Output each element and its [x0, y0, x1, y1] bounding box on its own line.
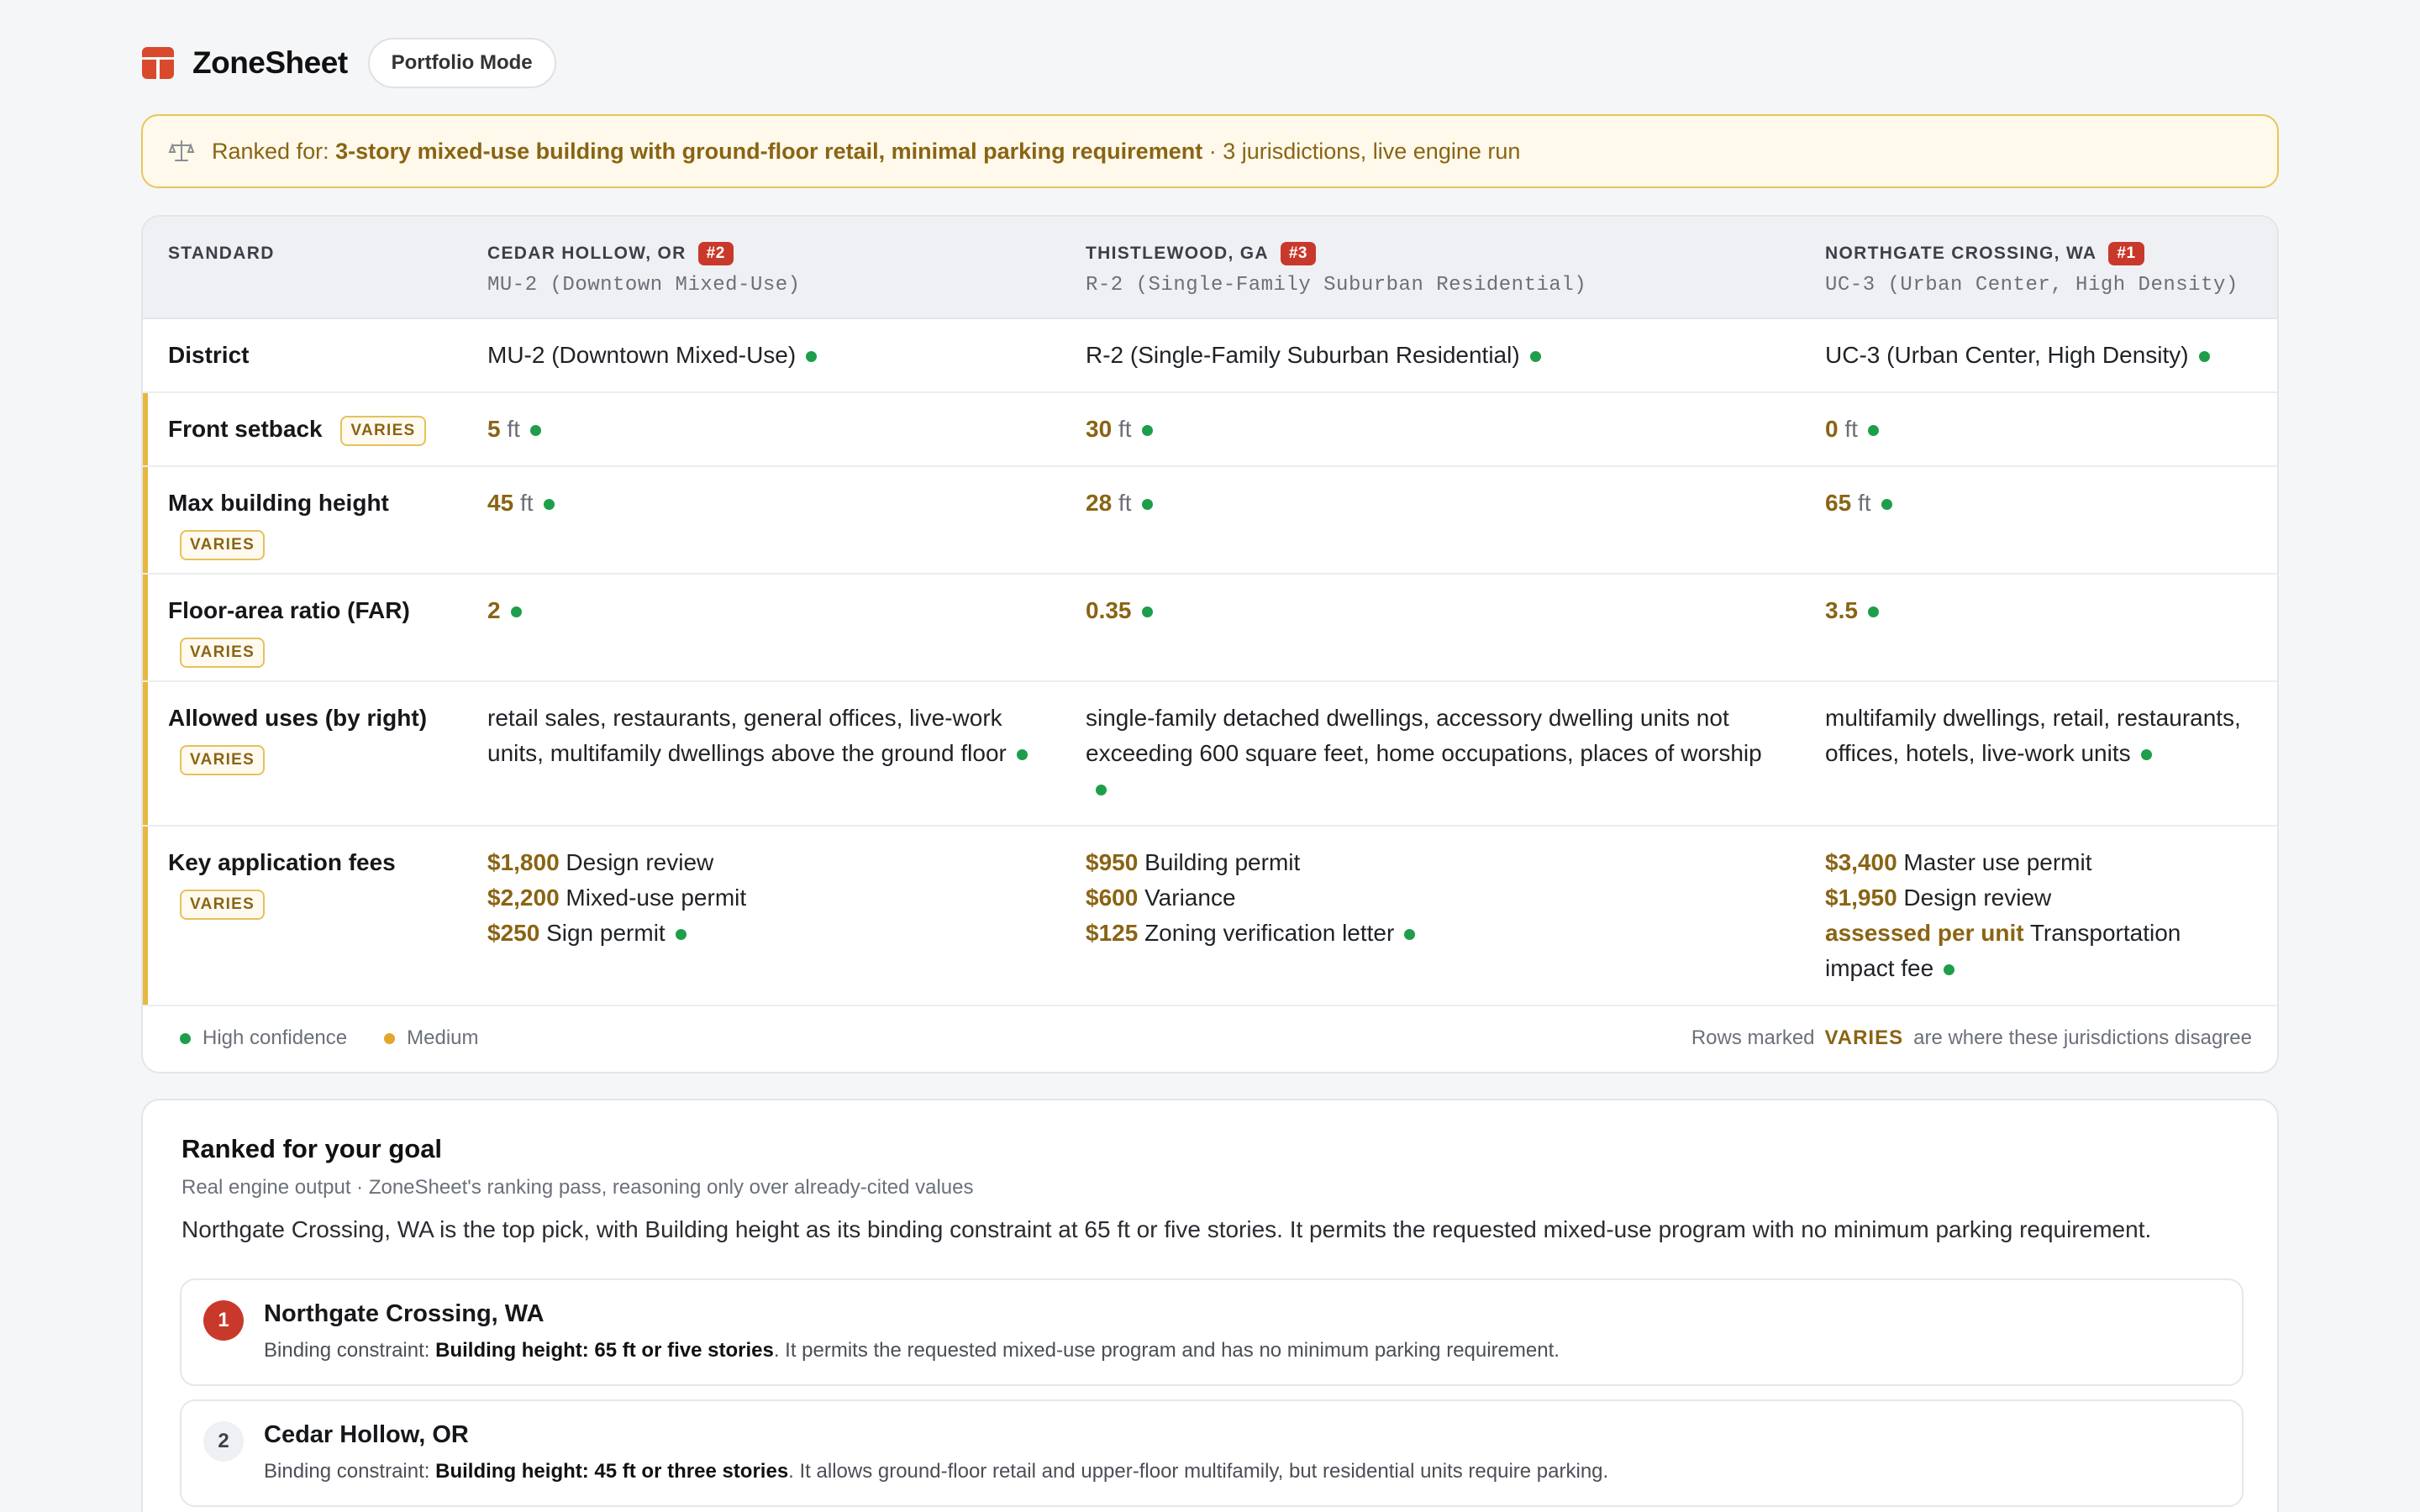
portfolio-mode-button[interactable]: Portfolio Mode — [368, 38, 556, 88]
table-cell: multifamily dwellings, retail, restaurants, offices, hotels, live-work units — [1825, 705, 2241, 766]
panel-subtitle: Real engine output · ZoneSheet's ranking pass, reasoning only over already-cited values — [182, 1176, 974, 1199]
rank-number: 2 — [203, 1421, 244, 1462]
confidence-dot — [1530, 351, 1541, 362]
column-header-northgate-crossing: NORTHGATE CROSSING, WA — [1825, 244, 2097, 263]
fee-line: assessed per unit Transportation impact fee — [1825, 920, 2181, 981]
binding-constraint: Binding constraint: Building height: 65 ft or five stories. It permits the requested mixed-use program and has no minimum parking requirement. — [264, 1339, 1560, 1362]
ranked-for-goal-panel — [141, 1099, 2279, 1512]
table-row-max-height — [143, 467, 2277, 575]
banner-goal: 3-story mixed-use building with ground-floor retail, minimal parking requirement — [335, 138, 1203, 164]
row-label: Floor-area ratio (FAR) — [168, 597, 410, 623]
fee-line: $600 Variance — [1086, 885, 1236, 911]
ranking-summary: Northgate Crossing, WA is the top pick, with Building height as its binding constraint at 65 ft or five stories. It permits the requested mixed-use program with no minimum parking requirement. — [182, 1216, 2152, 1242]
varies-badge: VARIES — [180, 890, 265, 920]
varies-badge: VARIES — [180, 638, 265, 668]
varies-badge: VARIES — [180, 745, 265, 775]
table-cell — [1825, 845, 2245, 986]
legend-high: High confidence — [180, 1026, 347, 1050]
confidence-dot — [1096, 785, 1107, 795]
table-row-district — [143, 319, 2277, 393]
jurisdiction-name: Northgate Crossing, WA — [264, 1300, 544, 1327]
confidence-dot — [1868, 425, 1879, 436]
table-header — [143, 217, 2277, 319]
row-label: Front setback — [168, 416, 323, 442]
table-cell: MU-2 (Downtown Mixed-Use) — [487, 338, 817, 373]
fee-line: $2,200 Mixed-use permit — [487, 885, 747, 911]
table-cell: retail sales, restaurants, general offices, live-work units, multifamily dwellings above the ground floor — [487, 701, 1034, 771]
confidence-dot — [1017, 749, 1028, 760]
table-row-allowed-uses — [143, 682, 2277, 827]
table-cell: 0.35 — [1086, 593, 1153, 628]
legend-medium: Medium — [384, 1026, 478, 1050]
confidence-dot — [544, 499, 555, 510]
rank-badge: #1 — [2108, 242, 2144, 265]
high-confidence-dot — [180, 1033, 191, 1044]
table-cell: 28 ft — [1086, 486, 1153, 521]
column-header-standard: STANDARD — [168, 244, 275, 263]
table-cell: 45 ft — [487, 486, 555, 521]
table-row-front-setback — [143, 393, 2277, 467]
confidence-dot — [511, 606, 522, 617]
banner-prefix: Ranked for: — [212, 138, 336, 164]
fee-line: $1,800 Design review — [487, 849, 714, 875]
table-cell: UC-3 (Urban Center, High Density) — [1825, 338, 2210, 373]
table-cell — [1086, 845, 1775, 951]
varies-note: Rows marked VARIES are where these jurisdictions disagree — [1691, 1026, 2252, 1049]
ranked-item[interactable] — [180, 1399, 2244, 1507]
medium-confidence-dot — [384, 1033, 395, 1044]
row-label: Allowed uses (by right) — [168, 705, 428, 731]
panel-title: Ranked for your goal — [182, 1134, 443, 1163]
table-cell: 3.5 — [1825, 593, 1879, 628]
zonesheet-logo-icon — [142, 47, 174, 79]
ranked-for-banner — [141, 114, 2279, 188]
fee-line: $250 Sign permit — [487, 916, 1034, 951]
rank-badge: #3 — [1281, 242, 1316, 265]
row-label: Key application fees — [168, 849, 396, 875]
confidence-dot — [676, 929, 687, 940]
column-district: R-2 (Single-Family Suburban Residential) — [1086, 274, 1587, 297]
table-cell: 0 ft — [1825, 412, 1879, 447]
confidence-dot — [1868, 606, 1879, 617]
confidence-dot — [806, 351, 817, 362]
binding-constraint: Binding constraint: Building height: 45 ft or three stories. It allows ground-floor retail and upper-floor multifamily, but residential units require parking. — [264, 1460, 1609, 1483]
rank-number: 1 — [203, 1300, 244, 1341]
confidence-dot — [1881, 499, 1892, 510]
column-district: UC-3 (Urban Center, High Density) — [1825, 274, 2238, 297]
jurisdiction-name: Cedar Hollow, OR — [264, 1421, 469, 1448]
table-row-far — [143, 575, 2277, 682]
varies-badge: VARIES — [340, 416, 425, 446]
table-cell — [487, 845, 1034, 951]
column-header-cedar-hollow: CEDAR HOLLOW, OR — [487, 244, 687, 263]
confidence-dot — [530, 425, 541, 436]
fee-line: $950 Building permit — [1086, 849, 1301, 875]
confidence-dot — [2141, 749, 2152, 760]
app-title: ZoneSheet — [192, 45, 348, 80]
table-row-fees — [143, 827, 2277, 1006]
comparison-table — [141, 215, 2279, 1074]
app-header — [142, 37, 556, 89]
fee-line: $3,400 Master use permit — [1825, 849, 2092, 875]
confidence-dot — [1142, 425, 1153, 436]
scale-icon — [168, 138, 195, 165]
confidence-legend — [143, 1005, 2277, 1072]
confidence-dot — [2199, 351, 2210, 362]
row-label: Max building height — [168, 490, 389, 516]
rank-badge: #2 — [698, 242, 734, 265]
table-cell: 65 ft — [1825, 486, 1892, 521]
column-header-thistlewood: THISTLEWOOD, GA — [1086, 244, 1269, 263]
row-label: District — [168, 342, 250, 368]
ranked-item[interactable] — [180, 1278, 2244, 1386]
confidence-dot — [1142, 499, 1153, 510]
table-cell: 2 — [487, 593, 522, 628]
banner-suffix: · 3 jurisdictions, live engine run — [1202, 138, 1521, 164]
column-district: MU-2 (Downtown Mixed-Use) — [487, 274, 801, 297]
confidence-dot — [1944, 964, 1954, 975]
table-cell: R-2 (Single-Family Suburban Residential) — [1086, 338, 1541, 373]
fee-line: $1,950 Design review — [1825, 885, 2052, 911]
varies-badge: VARIES — [180, 530, 265, 560]
table-cell: 5 ft — [487, 412, 541, 447]
confidence-dot — [1404, 929, 1415, 940]
fee-line: $125 Zoning verification letter — [1086, 916, 1775, 951]
table-cell: single-family detached dwellings, accessory dwelling units not exceeding 600 square feet, home occupations, places of worship — [1086, 701, 1775, 806]
table-cell: 30 ft — [1086, 412, 1153, 447]
confidence-dot — [1142, 606, 1153, 617]
